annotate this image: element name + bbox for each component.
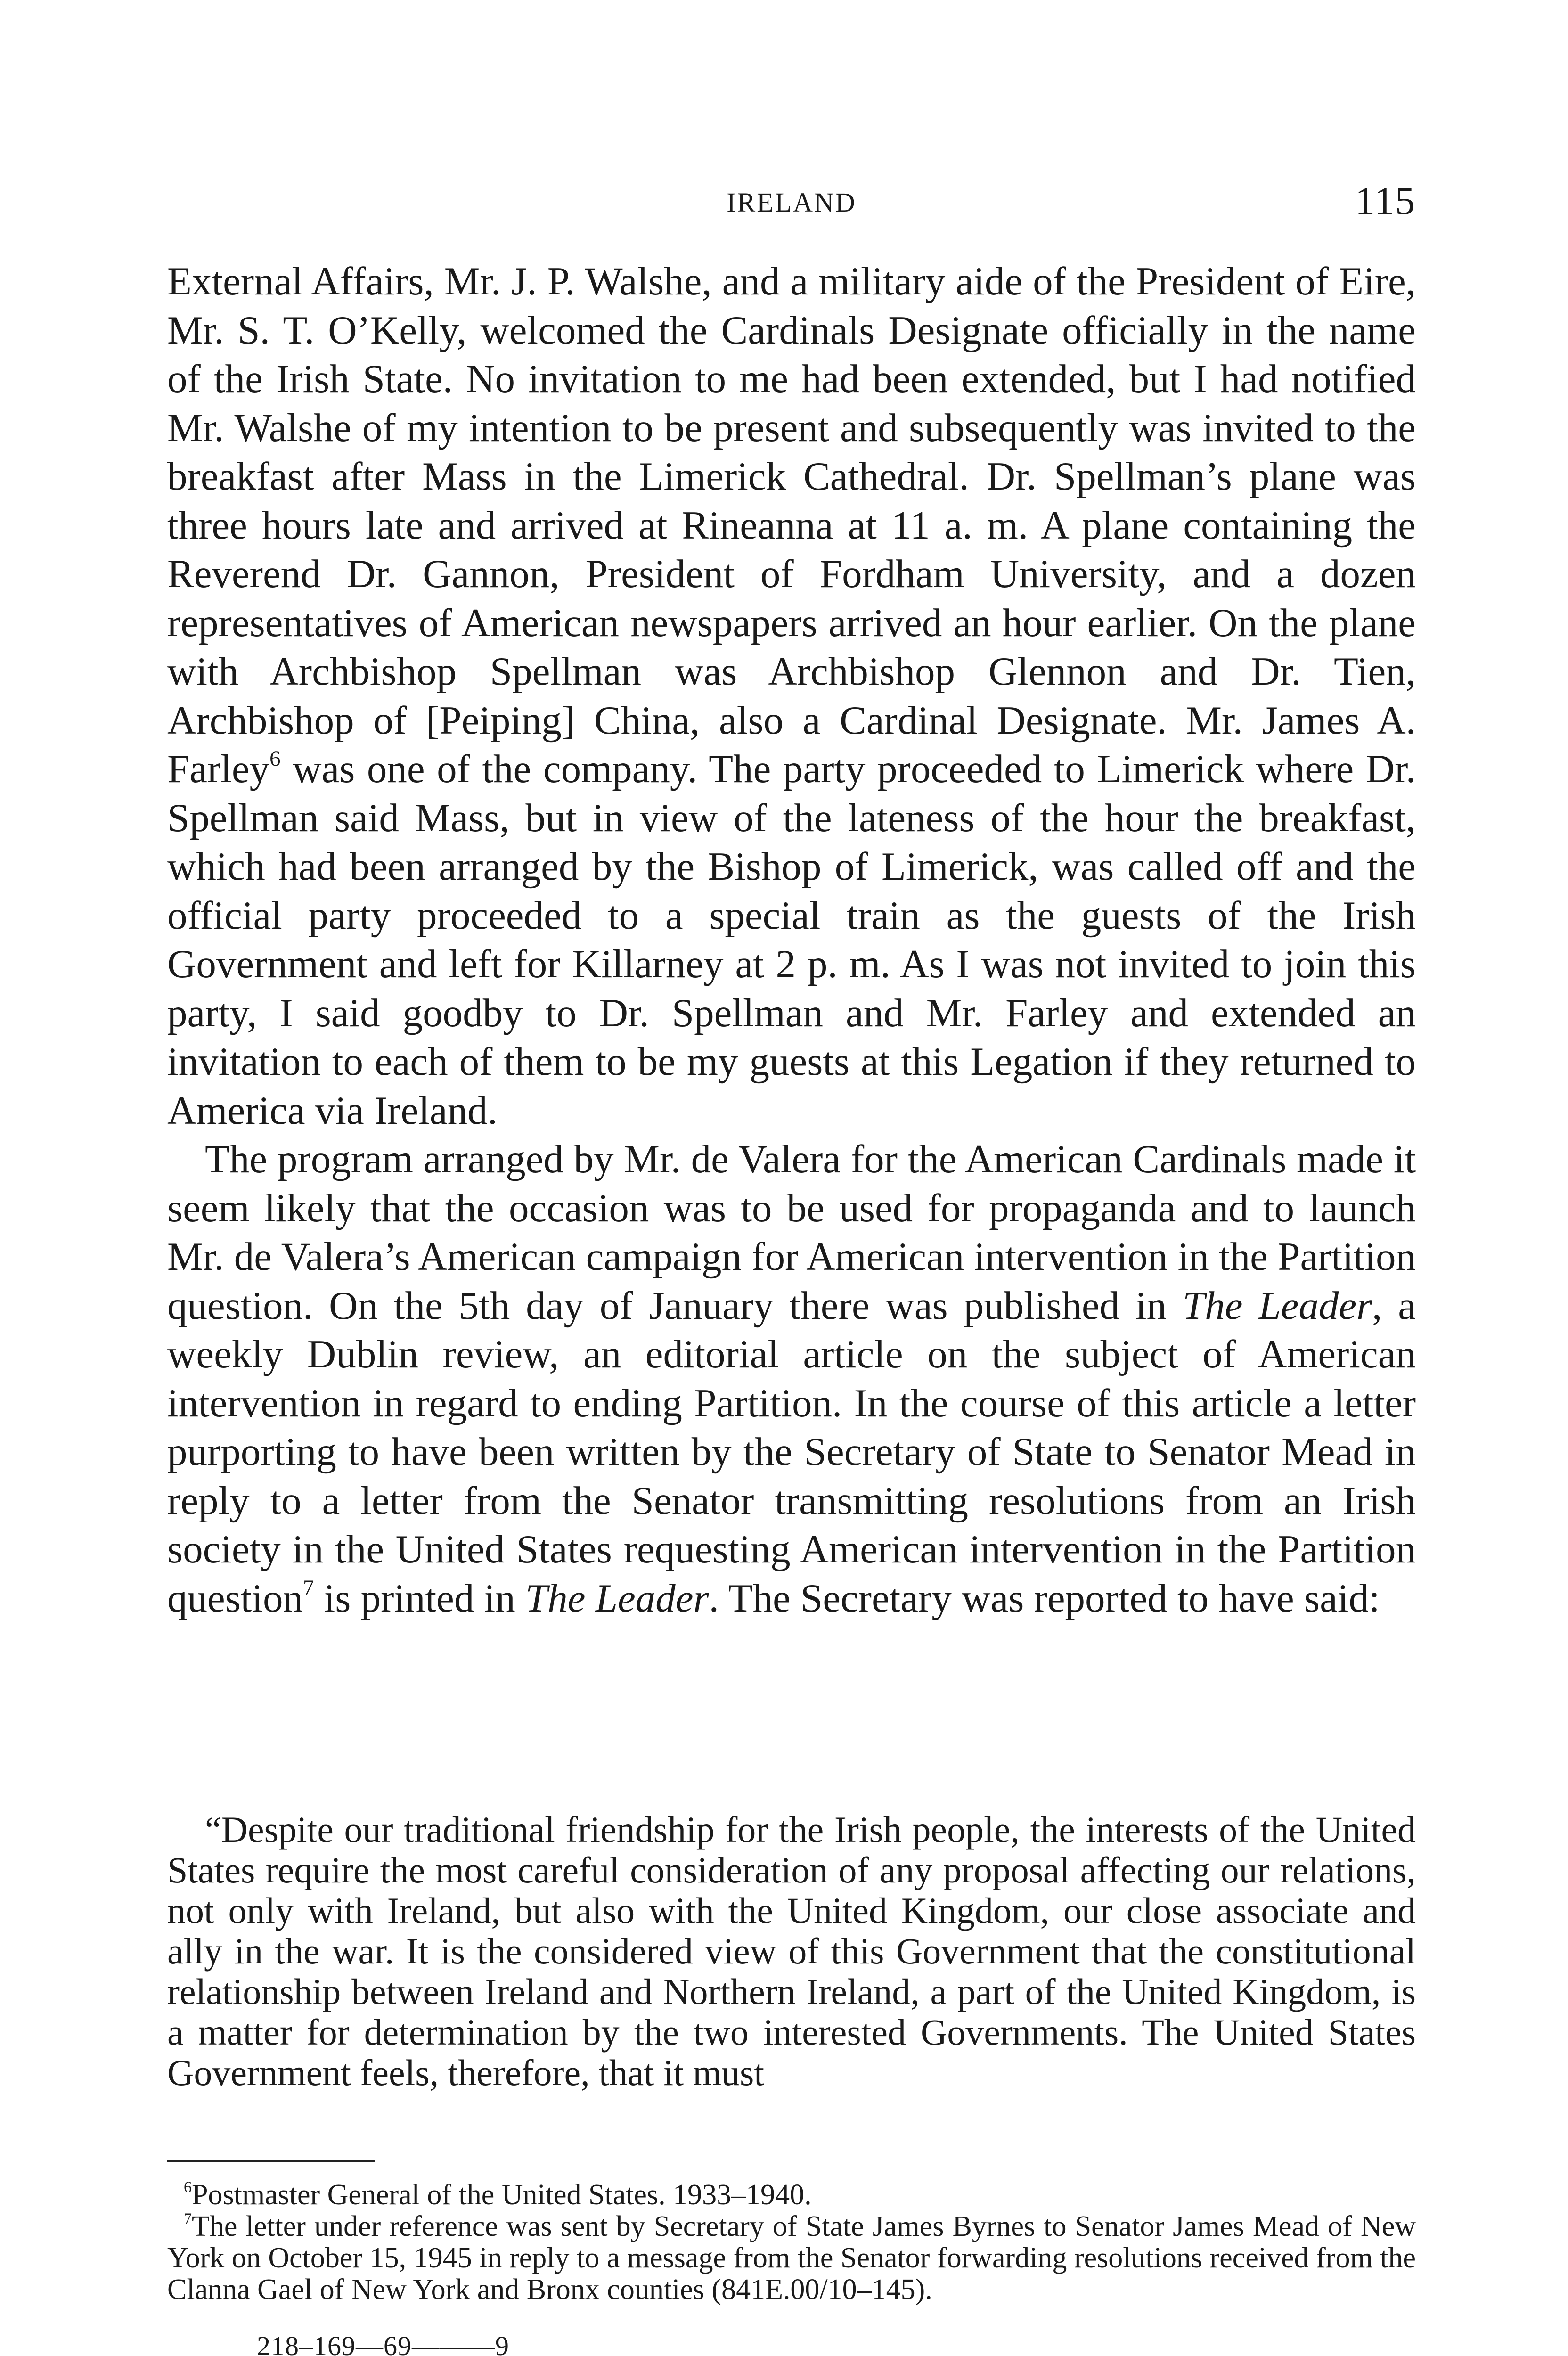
paragraph-1 — [167, 257, 1416, 1135]
footnotes — [167, 2179, 1416, 2306]
paragraph-1-part-b: was one of the company. The party proceeded to Limerick where Dr. Spellman said Mass, but in view of the lateness of the hour the breakfast, which had been arranged by the Bishop of Limerick, was called off and the official party proceeded to a special train as the guests of the Irish Government and left for Killarney at 2 p. m. As I was not invited to join this party, I said goodby to Dr. Spellman and Mr. Farley and extended an invitation to each of them to be my guests at this Legation if they returned to America via Ireland. — [167, 747, 1416, 1133]
footnote-ref-7: 7 — [303, 1575, 314, 1600]
footnote-text: The letter under reference was sent by Secretary of State James Byrnes to Senator James Mead of New York on October 15, 1945 in reply to a message from the Senator forwarding resolutions received from the Clanna Gael of New York and Bronx counties (841E.00/10–145). — [167, 2210, 1416, 2306]
block-quote — [167, 1809, 1416, 2093]
paragraph-2-part-a: The program arranged by Mr. de Valera for the American Cardinals made it seem likely that the occasion was to be used for propaganda and to launch Mr. de Valera’s American campaign for American intervention in the Partition question. On the 5th day of January there was published in — [167, 1137, 1416, 1328]
paragraph-1-part-a: External Affairs, Mr. J. P. Walshe, and a military aide of the President of Eire, Mr. S. T. O’Kelly, welcomed the Cardinals Designate officially in the name of the Irish State. No invitation to me had been extended, but I had notified Mr. Walshe of my intention to be present and subsequently was invited to the breakfast after Mass in the Limerick Cathedral. Dr. Spellman’s plane was three hours late and arrived at Rineanna at 11 a. m. A plane containing the Reverend Dr. Gannon, President of Fordham University, and a dozen representatives of American newspapers arrived an hour earlier. On the plane with Archbishop Spellman was Archbishop Glennon and Dr. Tien, Archbishop of [Peiping] China, also a Cardinal Designate. Mr. James A. Farley — [167, 259, 1416, 791]
footnote-marker: 6 — [184, 2178, 192, 2196]
footnote-divider — [167, 2160, 375, 2162]
footnote-6 — [167, 2179, 1416, 2211]
footnote-marker: 7 — [184, 2210, 192, 2228]
paragraph-2-part-d: . The Secretary was reported to have said: — [709, 1576, 1380, 1620]
body-text — [167, 257, 1416, 1623]
printer-code: 218–169—69———9 — [257, 2331, 509, 2356]
paragraph-2-part-b: , a weekly Dublin review, an editorial article on the subject of American intervention in regard to ending Partition. In the course of this article a letter purporting to have been written by the Secretary of State to Senator Mead in reply to a letter from the Senator transmitting resolutions from an Irish society in the United States requesting American intervention in the Partition question — [167, 1283, 1416, 1620]
publication-title: The Leader — [1182, 1283, 1372, 1328]
running-head: IRELAND — [727, 187, 857, 218]
quote-text: “Despite our traditional friendship for the Irish people, the interests of the United States require the most careful consideration of any proposal affecting our relations, not only with Ireland, but also with the United Kingdom, our close associate and ally in the war. It is the considered view of this Government that the constitutional relationship between Ireland and Northern Ireland, a part of the United Kingdom, is a matter for determination by the two interested Governments. The United States Government feels, therefore, that it must — [167, 1809, 1416, 2093]
page-header — [167, 178, 1416, 235]
paragraph-2-part-c: is printed in — [314, 1576, 525, 1620]
footnote-ref-6: 6 — [270, 746, 281, 771]
page-number: 115 — [1355, 179, 1416, 223]
paragraph-2 — [167, 1135, 1416, 1623]
footnote-7 — [167, 2211, 1416, 2306]
footnote-text: Postmaster General of the United States. 1933–1940. — [192, 2179, 812, 2211]
publication-title: The Leader — [525, 1576, 709, 1620]
